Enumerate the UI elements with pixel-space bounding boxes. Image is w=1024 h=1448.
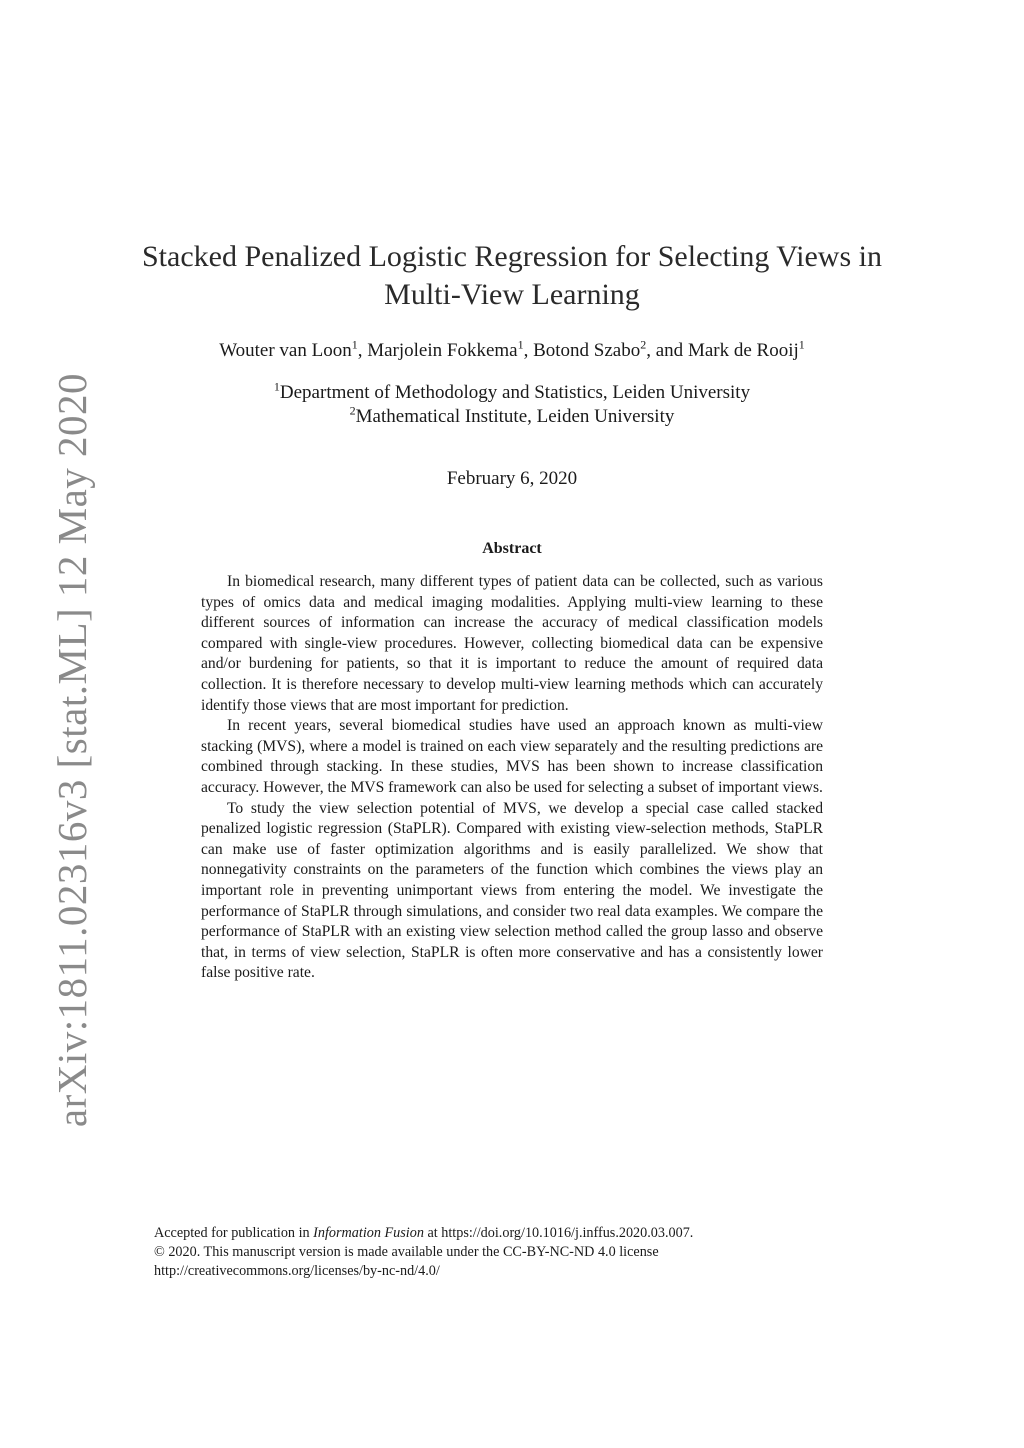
author-affiliation-mark: 2 <box>640 337 647 352</box>
abstract-paragraph: To study the view selection potential of MVS, we develop a special case called stacked penalized logistic regression (StaPLR). Compared with existing view-selection methods, StaPLR can make use of faster optimization algorithms and is easily parallelized. We show that nonnegativity constraints on the parameters of the function which combines the views play an important role in preventing unimportant views from entering the model. We investigate the performance of StaPLR through simulations, and consider two real data examples. We compare the performance of StaPLR with an existing view selection method called the group lasso and observe that, in terms of view selection, StaPLR is often more conservative and has a consistently lower false positive rate. <box>201 799 823 982</box>
affiliation-list <box>120 381 904 429</box>
author-affiliation-mark: 1 <box>798 337 805 352</box>
accepted-prefix: Accepted for publication in <box>154 1225 314 1241</box>
affiliation-text: Mathematical Institute, Leiden University <box>355 406 675 427</box>
license-line: © 2020. This manuscript version is made available under the CC-BY-NC-ND 4.0 license <box>154 1244 659 1260</box>
author-affiliation-mark: 1 <box>517 337 524 352</box>
affiliation-text: Department of Methodology and Statistics, Leiden University <box>279 382 751 403</box>
abstract-heading: Abstract <box>482 540 542 557</box>
abstract-paragraph: In biomedical research, many different types of patient data can be collected, such as various types of omics data and medical imaging modalities. Applying multi-view learning to these different sources of information can increase the accuracy of medical classification models compared with single-view procedures. However, collecting biomedical data can be expensive and/or burdening for patients, so that it is important to reduce the amount of required data collection. It is therefore necessary to develop multi-view learning methods which can accurately identify those views that are most important for prediction. <box>201 573 823 714</box>
author: Wouter van Loon <box>219 340 352 361</box>
author-affiliation-mark: 1 <box>351 337 358 352</box>
author-separator: , and <box>646 340 688 361</box>
author: Mark de Rooij <box>687 340 799 361</box>
paper-date: February 6, 2020 <box>446 468 578 489</box>
affiliation <box>120 405 904 429</box>
author-separator: , <box>357 340 368 361</box>
license-url: http://creativecommons.org/licenses/by-nc-nd/4.0/ <box>154 1263 440 1279</box>
affiliation <box>120 381 904 405</box>
abstract-body <box>201 572 823 984</box>
accepted-line <box>154 1224 854 1243</box>
affiliation-mark: 2 <box>349 403 356 418</box>
paper-title: Stacked Penalized Logistic Regression for Selecting Views in Multi-View Learning <box>142 240 882 311</box>
publication-footnote <box>154 1224 854 1281</box>
author-list <box>120 338 904 364</box>
author: Marjolein Fokkema <box>367 340 518 361</box>
arxiv-identifier: arXiv:1811.02316v3 [stat.ML] 12 May 2020 <box>49 372 95 1128</box>
author: Botond Szabo <box>533 340 641 361</box>
journal-name: Information Fusion <box>313 1225 424 1241</box>
abstract-paragraph: In recent years, several biomedical studies have used an approach known as multi-view stacking (MVS), where a model is trained on each view separately and the resulting predictions are combined through stacking. In these studies, MVS has been shown to increase classification accuracy. However, the MVS framework can also be used for selecting a subset of important views. <box>201 717 823 796</box>
affiliation-mark: 1 <box>273 379 280 394</box>
author-separator: , <box>523 340 534 361</box>
doi-text: at https://doi.org/10.1016/j.inffus.2020.03.007. <box>423 1225 694 1241</box>
